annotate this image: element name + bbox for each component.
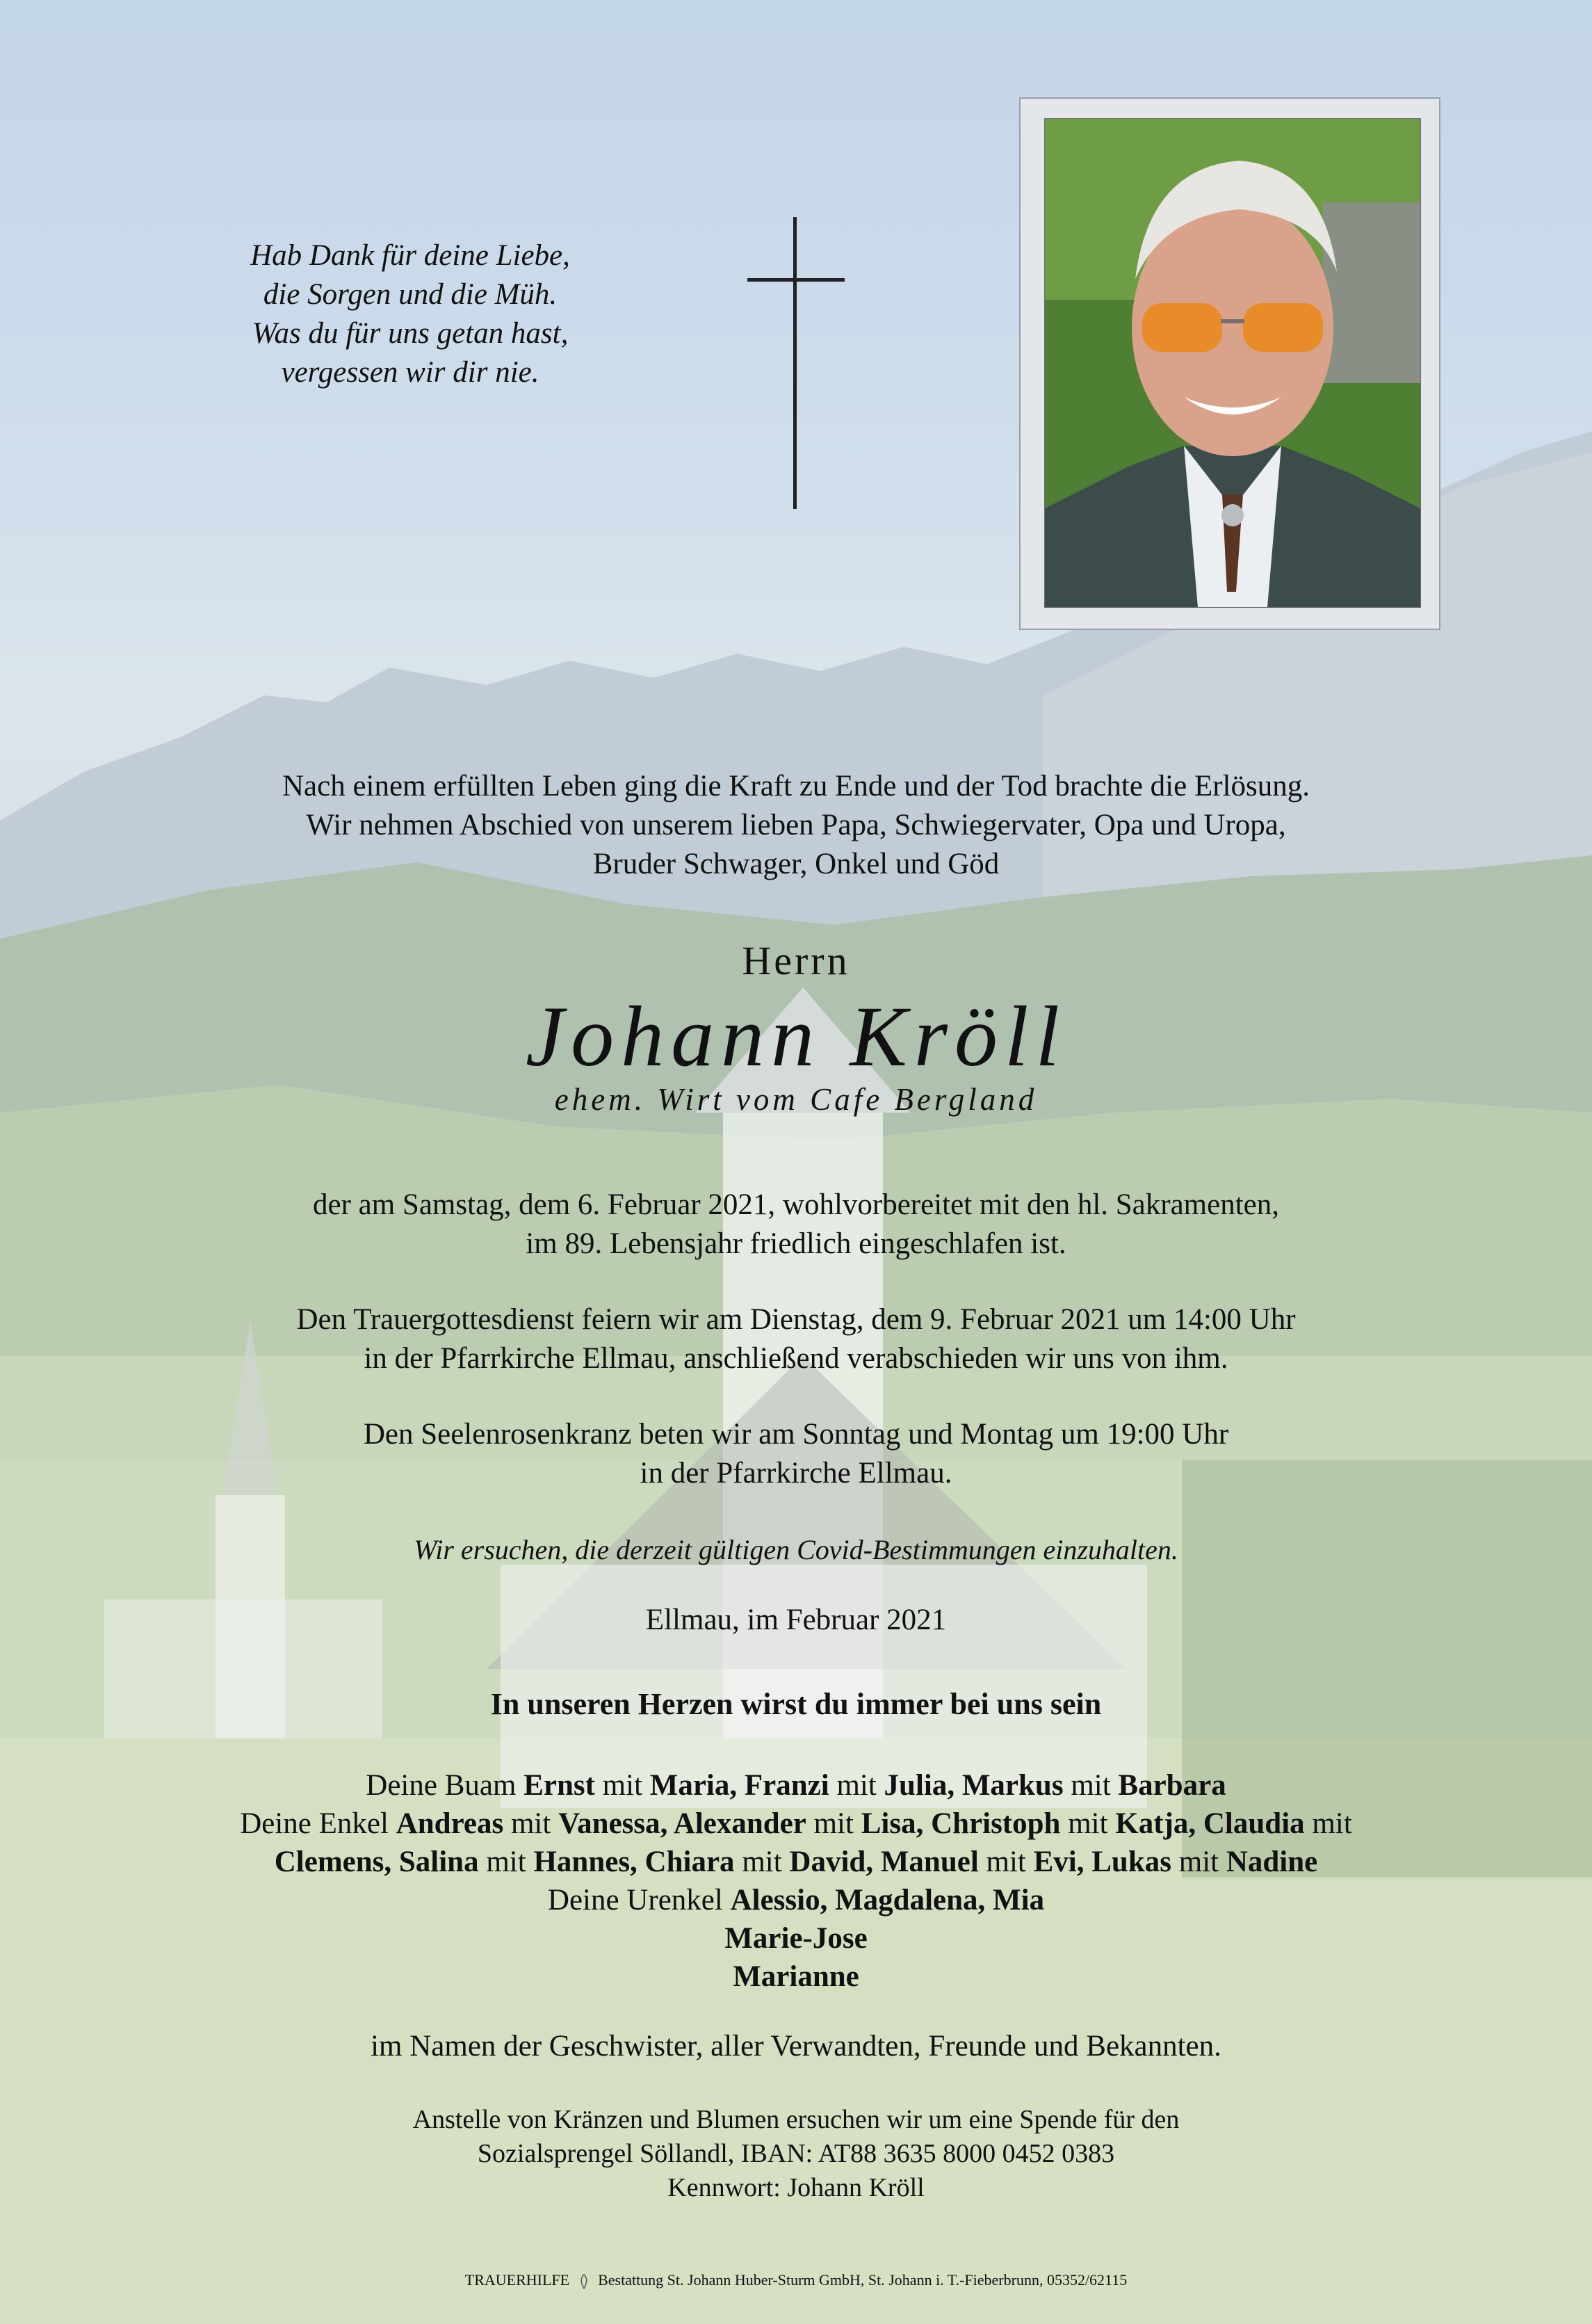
intro-line: Bruder Schwager, Onkel und Göd (592, 848, 1000, 880)
family-connector: mit (503, 1807, 559, 1840)
rosary-line: Den Seelenrosenkranz beten wir am Sonntag und Montag um 19:00 Uhr (363, 1418, 1229, 1451)
family-name: Maria, Franzi (649, 1769, 829, 1802)
poem-line: die Sorgen und die Müh. (263, 278, 558, 311)
family-connector: mit (1060, 1807, 1116, 1840)
cross-icon (747, 217, 845, 509)
family-name: Clemens, Salina (274, 1846, 479, 1878)
family-name: Alessio, Magdalena, Mia (730, 1884, 1045, 1917)
poem (160, 236, 660, 392)
family-connector: mit (1304, 1807, 1352, 1840)
poem-line: Was du für uns getan hast, (252, 317, 569, 350)
funeral-line: in der Pfarrkirche Ellmau, anschließend verabschieden wir uns von ihm. (364, 1342, 1228, 1375)
family-list (0, 1766, 1592, 1996)
family-name: Nadine (1226, 1846, 1318, 1878)
great-grandchildren-prefix: Deine Urenkel (547, 1884, 731, 1917)
family-connector: mit (1063, 1769, 1119, 1802)
donation-line: Anstelle von Kränzen und Blumen ersuchen wir um eine Spende für den (412, 2105, 1180, 2134)
death-notice-line: im 89. Lebensjahr friedlich eingeschlafen ist. (526, 1227, 1066, 1260)
place-date: Ellmau, im Februar 2021 (645, 1604, 947, 1636)
funeral-service-logo-icon (578, 2274, 590, 2289)
family-connector: mit (829, 1769, 884, 1802)
footer-brand: TRAUERHILFE (464, 2271, 570, 2289)
family-name: Marie-Jose (724, 1922, 868, 1955)
portrait-frame (1019, 97, 1440, 630)
death-notice (0, 1186, 1592, 1264)
footer-text: Bestattung St. Johann Huber-Sturm GmbH, St. Johann i. T.-Fieberbrunn, 05352/62115 (598, 2271, 1128, 2289)
intro-text (0, 767, 1592, 884)
deceased-title: ehem. Wirt vom Cafe Bergland (554, 1082, 1038, 1117)
poem-line: vergessen wir dir nie. (281, 356, 539, 389)
family-connector: mit (734, 1846, 790, 1878)
family-name: Ernst (523, 1769, 595, 1802)
death-notice-line: der am Samstag, dem 6. Februar 2021, wohlvorbereitet mit den hl. Sakramenten, (313, 1188, 1279, 1221)
closing-greeting: im Namen der Geschwister, aller Verwandten, Freunde und Bekannten. (371, 2030, 1221, 2063)
extra-name-line (0, 1958, 1592, 1996)
sons-line (0, 1766, 1592, 1805)
family-name: Evi, Lukas (1033, 1846, 1171, 1878)
motto: In unseren Herzen wirst du immer bei uns sein (490, 1687, 1102, 1721)
sons-prefix: Deine Buam (366, 1769, 524, 1802)
intro-line: Wir nehmen Abschied von unserem lieben Papa, Schwiegervater, Opa und Uropa, (306, 809, 1286, 841)
grandchildren-line (0, 1805, 1592, 1843)
family-name: Hannes, Chiara (533, 1846, 735, 1878)
donation-line: Kennwort: Johann Kröll (667, 2173, 925, 2202)
rosary-line: in der Pfarrkirche Ellmau. (640, 1457, 952, 1490)
family-name: Katja, Claudia (1115, 1807, 1305, 1840)
family-name: Lisa, Christoph (861, 1807, 1061, 1840)
family-connector: mit (806, 1807, 861, 1840)
family-name: Andreas (396, 1807, 504, 1840)
funeral-info (0, 1300, 1592, 1378)
family-name: Barbara (1118, 1769, 1226, 1802)
grandchildren-prefix: Deine Enkel (240, 1807, 396, 1840)
family-connector: mit (594, 1769, 650, 1802)
grandchildren-line-2 (0, 1843, 1592, 1881)
footer (0, 2271, 1592, 2289)
covid-notice: Wir ersuchen, die derzeit gültigen Covid-Bestimmungen einzuhalten. (414, 1534, 1178, 1565)
family-connector: mit (478, 1846, 534, 1878)
deceased-name: Johann Kröll (526, 989, 1066, 1084)
family-connector: mit (1171, 1846, 1226, 1878)
family-name: Julia, Markus (884, 1769, 1064, 1802)
rosary-info (0, 1415, 1592, 1493)
portrait-photo (1044, 118, 1421, 608)
salutation: Herrn (742, 938, 850, 983)
poem-line: Hab Dank für deine Liebe, (250, 239, 570, 272)
extra-name-line (0, 1919, 1592, 1958)
family-name: Marianne (733, 1960, 859, 1993)
family-name: Vanessa, Alexander (558, 1807, 806, 1840)
funeral-line: Den Trauergottesdienst feiern wir am Dienstag, dem 9. Februar 2021 um 14:00 Uhr (296, 1303, 1296, 1336)
family-connector: mit (978, 1846, 1034, 1878)
intro-line: Nach einem erfüllten Leben ging die Kraft zu Ende und der Tod brachte die Erlösung. (282, 770, 1310, 802)
donation-note (0, 2103, 1592, 2205)
family-name: David, Manuel (789, 1846, 979, 1878)
donation-line: Sozialsprengel Söllandl, IBAN: AT88 3635 8000 0452 0383 (477, 2139, 1115, 2168)
great-grandchildren-line (0, 1881, 1592, 1919)
